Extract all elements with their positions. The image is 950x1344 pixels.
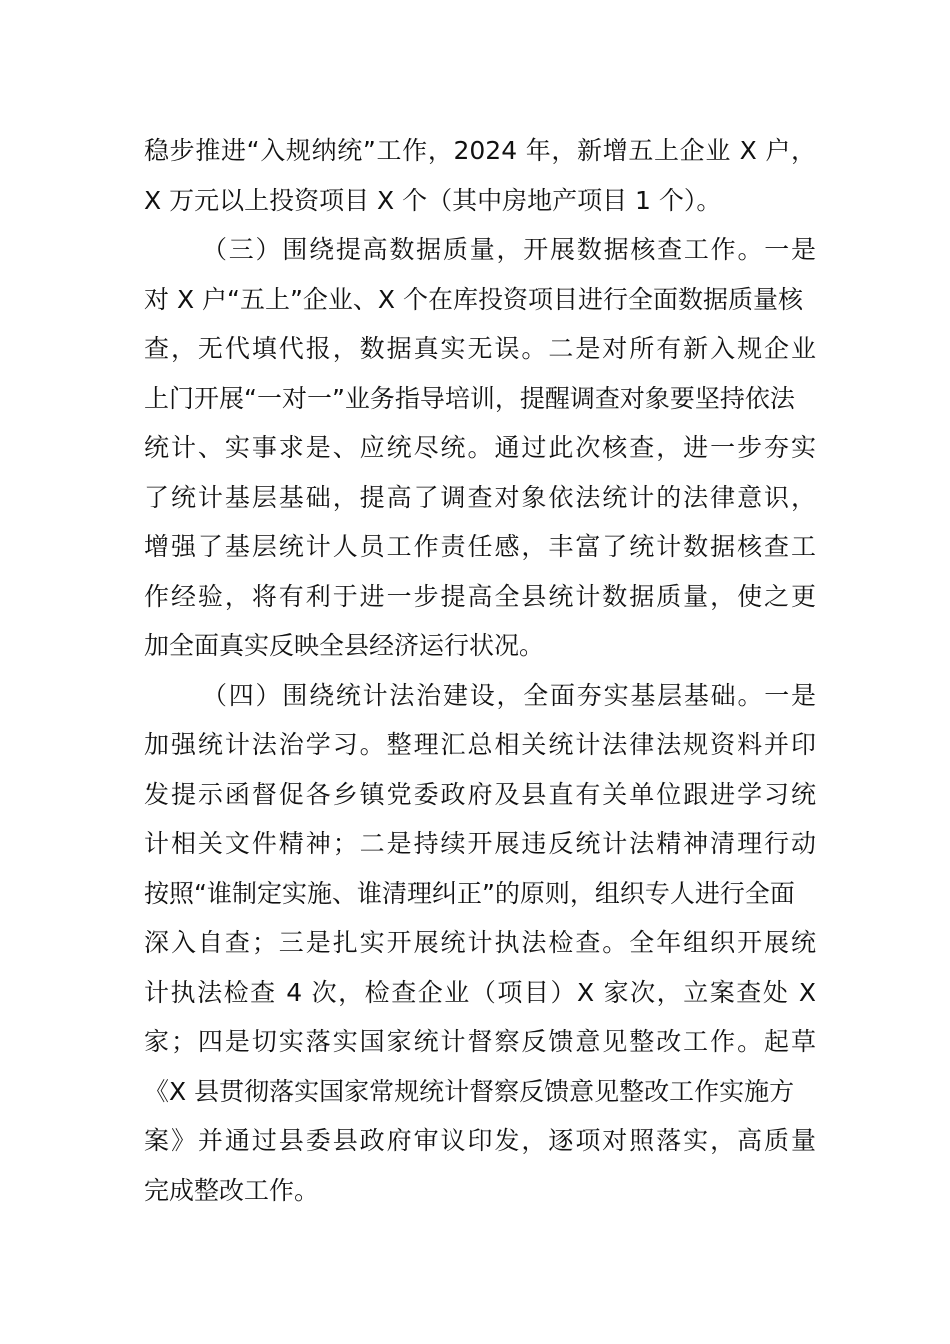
text-line: 发提示函督促各乡镇党委政府及县直有关单位跟进学习统 <box>144 779 816 809</box>
text-line: （四）围绕统计法治建设，全面夯实基层基础。一是 <box>202 680 816 710</box>
text-line: 案》并通过县委县政府审议印发，逐项对照落实，高质量 <box>144 1126 816 1155</box>
text-line: X 万元以上投资项目 X 个（其中房地产项目 1 个）。 <box>144 185 722 215</box>
text-line: 稳步推进“入规纳统”工作，2024 年，新增五上企业 X 户， <box>144 136 816 165</box>
text-line: 《X 县贯彻落实国家常规统计督察反馈意见整改工作实施方 <box>144 1076 795 1106</box>
document-body <box>144 126 816 1215</box>
text-line: 按照“谁制定实施、谁清理纠正”的原则，组织专人进行全面 <box>144 878 795 908</box>
text-line: 增强了基层统计人员工作责任感，丰富了统计数据核查工 <box>144 532 816 561</box>
text-line: 加全面真实反映全县经济运行状况。 <box>144 631 545 660</box>
text-line: 作经验，将有利于进一步提高全县统计数据质量，使之更 <box>144 581 816 611</box>
text-line: 上门开展“一对一”业务指导培训，提醒调查对象要坚持依法 <box>144 383 795 413</box>
text-line: 了统计基层基础，提高了调查对象依法统计的法律意识， <box>144 482 816 512</box>
paragraph-3 <box>144 671 816 1216</box>
text-line: 对 X 户“五上”企业、X 个在库投资项目进行全面数据质量核 <box>144 284 803 314</box>
text-line: 深入自查；三是扎实开展统计执法检查。全年组织开展统 <box>144 928 816 957</box>
paragraph-1 <box>144 126 816 225</box>
text-line: 统计、实事求是、应统尽统。通过此次核查，进一步夯实 <box>144 433 816 462</box>
text-line: 完成整改工作。 <box>144 1175 320 1205</box>
text-line: 家；四是切实落实国家统计督察反馈意见整改工作。起草 <box>144 1027 816 1056</box>
text-line: 加强统计法治学习。整理汇总相关统计法律法规资料并印 <box>144 730 816 759</box>
text-line: 查，无代填代报，数据真实无误。二是对所有新入规企业 <box>144 334 816 363</box>
text-line: 计执法检查 4 次，检查企业（项目）X 家次，立案查处 X <box>144 977 816 1007</box>
text-line: （三）围绕提高数据质量，开展数据核查工作。一是 <box>202 235 816 264</box>
text-line: 计相关文件精神；二是持续开展违反统计法精神清理行动 <box>144 829 816 858</box>
paragraph-2 <box>144 225 816 671</box>
